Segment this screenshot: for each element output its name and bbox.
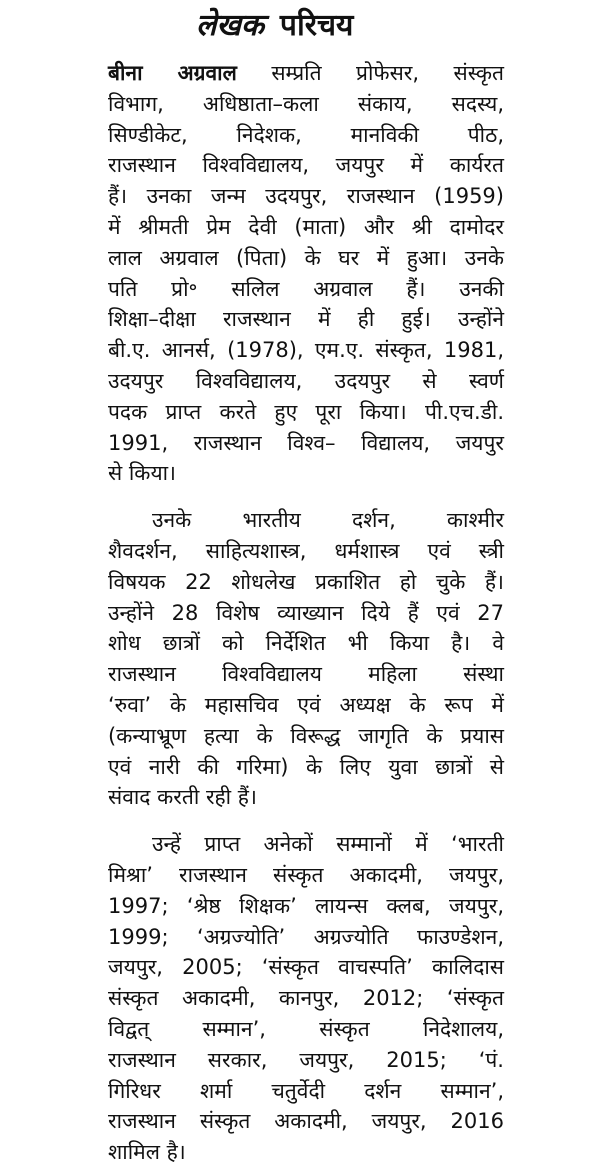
text-line: पदक प्राप्त करते हुए पूरा किया। पी.एच.डी. (108, 399, 504, 424)
text-line: से किया। (108, 461, 177, 486)
text-line: जयपुर, 2005; ‘संस्कृत वाचस्पति’ कालिदास (108, 955, 504, 980)
text-line: उदयपुर विश्वविद्यालय, उदयपुर से स्वर्ण (108, 368, 504, 393)
text-line: गिरिधर शर्मा चतुर्वेदी दर्शन सम्मान’, (108, 1078, 504, 1103)
text-line: मिश्रा’ राजस्थान संस्कृत अकादमी, जयपुर, (108, 862, 504, 887)
text-line-rest: सम्प्रति प्रोफेसर, संस्कृत (271, 61, 504, 85)
text-line: संवाद करती रही हैं। (108, 785, 257, 810)
text-line: विषयक 22 शोधलेख प्रकाशित हो चुके हैं। (108, 569, 504, 594)
text-line (108, 58, 504, 89)
paragraph-research (108, 505, 504, 813)
paragraph-biography (108, 58, 504, 489)
text-line: राजस्थान विश्वविद्यालय महिला संस्था (108, 662, 504, 687)
text-line: विभाग, अधिष्ठाता–कला संकाय, सदस्य, (108, 91, 504, 116)
text-line: शिक्षा–दीक्षा राजस्थान में ही हुई। उन्होंने (108, 307, 504, 332)
text-line: पति प्रो॰ सलिल अग्रवाल हैं। उनकी (108, 276, 504, 301)
text-line: विद्वत् सम्मान’, संस्कृत निदेशालय, (108, 1016, 504, 1041)
title-word-intro: परिचय (279, 8, 354, 43)
text-line: में श्रीमती प्रेम देवी (माता) और श्री दामोदर (108, 214, 504, 239)
text-line: उन्होंने 28 विशेष व्याख्यान दिये हैं एवं 27 (108, 600, 504, 625)
text-line: उन्हें प्राप्त अनेकों सम्मानों में ‘भारती (152, 832, 504, 857)
text-line: शामिल है। (108, 1140, 186, 1165)
text-line: शैवदर्शन, साहित्यशास्त्र, धर्मशास्त्र एवं स्त्री (108, 538, 504, 563)
text-line: राजस्थान संस्कृत अकादमी, जयपुर, 2016 (108, 1109, 504, 1134)
page-title (196, 6, 353, 46)
text-line: हैं। उनका जन्म उदयपुर, राजस्थान (1959) (108, 184, 504, 209)
text-line: राजस्थान सरकार, जयपुर, 2015; ‘पं. (108, 1047, 504, 1072)
text-line: 1991, राजस्थान विश्व– विद्यालय, जयपुर (108, 430, 504, 455)
text-line: ‘रुवा’ के महासचिव एवं अध्यक्ष के रूप में (108, 692, 504, 717)
body-text (108, 58, 504, 1168)
text-line: संस्कृत अकादमी, कानपुर, 2012; ‘संस्कृत (108, 986, 504, 1011)
text-line: (कन्याभ्रूण हत्या के विरूद्ध जागृति के प्रयास (108, 723, 504, 748)
text-line: एवं नारी की गरिमा) के लिए युवा छात्रों से (108, 754, 504, 779)
text-line: 1999; ‘अग्रज्योति’ अग्रज्योति फाउण्डेशन, (108, 924, 504, 949)
text-line: राजस्थान विश्वविद्यालय, जयपुर में कार्यरत (108, 153, 504, 178)
text-line: शोध छात्रों को निर्देशित भी किया है। वे (108, 631, 504, 656)
title-word-author: लेखक (196, 8, 264, 43)
text-line: उनके भारतीय दर्शन, काश्मीर (152, 508, 504, 533)
paragraph-awards (108, 829, 504, 1168)
text-line: लाल अग्रवाल (पिता) के घर में हुआ। उनके (108, 245, 504, 270)
author-name: बीना अग्रवाल (108, 61, 237, 85)
text-line: 1997; ‘श्रेष्ठ शिक्षक’ लायन्स क्लब, जयपुर, (108, 893, 504, 918)
text-line: सिण्डीकेट, निदेशक, मानविकी पीठ, (108, 122, 504, 147)
text-line: बी.ए. आनर्स, (1978), एम.ए. संस्कृत, 1981, (108, 338, 504, 363)
